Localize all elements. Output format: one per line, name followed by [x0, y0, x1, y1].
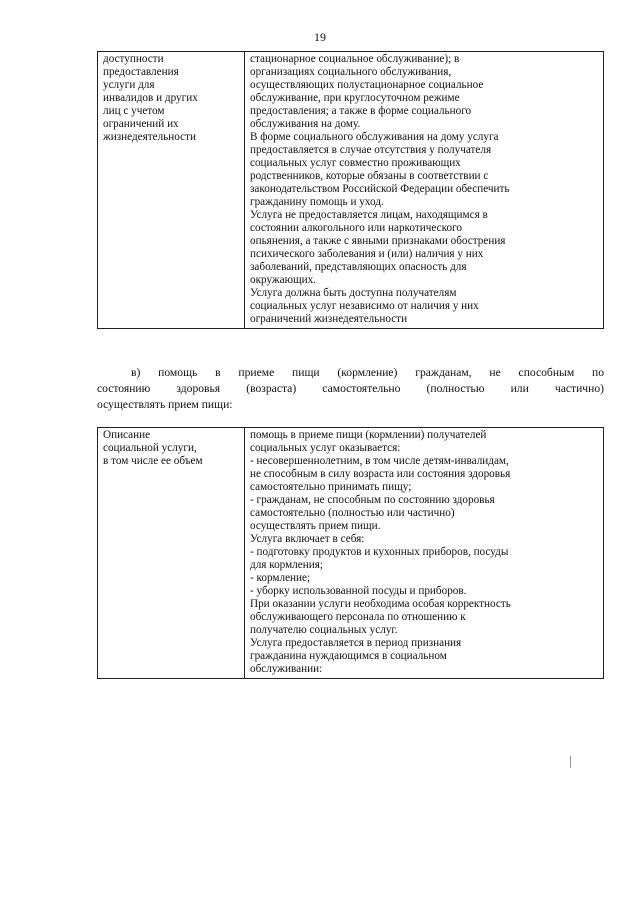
- text-line: помощь в приеме пищи (кормлении) получателей: [250, 429, 487, 441]
- text-line: осуществлять прием пищи.: [250, 520, 381, 532]
- text-line: Услуга предоставляется в период признания: [250, 637, 462, 649]
- text-line: обслуживании:: [250, 663, 323, 675]
- text-line: В форме социального обслуживания на дому услуга: [250, 131, 499, 143]
- text-line: социальных услуг оказывается:: [250, 442, 401, 454]
- text-line: самостоятельно принимать пищу;: [250, 481, 412, 493]
- scan-artifact: [570, 756, 571, 768]
- text-line: социальных услуг совместно проживающих: [250, 157, 461, 169]
- text-line: осуществляющих полустационарное социальное: [250, 79, 484, 91]
- text-line: лиц с учетом: [103, 105, 165, 117]
- description-text: [250, 53, 599, 326]
- text-line: в том числе ее объем: [103, 455, 203, 467]
- text-line: для кормления;: [250, 559, 323, 571]
- text-line: социальной услуги,: [103, 442, 197, 454]
- text-line: доступности: [103, 53, 164, 65]
- text-line: организациях социального обслуживания,: [250, 66, 452, 78]
- text-line: Услуга не предоставляется лицам, находящимся в: [250, 209, 488, 221]
- text-line: Описание: [103, 429, 151, 441]
- text-line: - кормление;: [250, 572, 311, 584]
- text-line: - подготовку продуктов и кухонных приборов, посуды: [250, 546, 509, 558]
- text-line: гражданина нуждающимся в социальном: [250, 650, 447, 662]
- table-row: [98, 52, 604, 329]
- text-line: жизнедеятельности: [103, 131, 196, 143]
- criterion-cell: [98, 428, 245, 679]
- service-description-table: [97, 427, 604, 679]
- text-line: предоставляется в случае отсутствия у получателя: [250, 144, 492, 156]
- text-line: предоставления; а также в форме социального: [250, 105, 472, 117]
- services-table-continued: [97, 51, 604, 329]
- text-line: окружающих.: [250, 274, 316, 286]
- description-cell: [245, 428, 604, 679]
- text-line: обслуживающего персонала по отношению к: [250, 611, 466, 623]
- table-row: [98, 428, 604, 679]
- text-line: - уборку использованной посуды и приборов.: [250, 585, 467, 597]
- paragraph-line: в) помощь в приеме пищи (кормление) гражданам, не способным по: [131, 366, 604, 379]
- text-line: - несовершеннолетним, в том числе детям-инвалидам,: [250, 455, 509, 467]
- page-number: 19: [314, 30, 326, 44]
- text-line: обслуживание, при круглосуточном режиме: [250, 92, 460, 104]
- text-line: стационарное социальное обслуживание); в: [250, 53, 460, 65]
- criterion-text: [103, 429, 240, 468]
- text-line: Услуга включает в себя:: [250, 533, 365, 545]
- paragraph-line: осуществлять прием пищи:: [97, 398, 233, 411]
- text-line: не способным в силу возраста или состояния здоровья: [250, 468, 511, 480]
- service-item-paragraph: [97, 365, 604, 413]
- text-line: ограничений их: [103, 118, 179, 130]
- text-line: гражданину помощь и уход.: [250, 196, 384, 208]
- text-line: психического заболевания и (или) наличия у них: [250, 248, 484, 260]
- text-line: - гражданам, не способным по состоянию здоровья: [250, 494, 495, 506]
- text-line: предоставления: [103, 66, 179, 78]
- text-line: получателю социальных услуг.: [250, 624, 398, 636]
- text-line: опьянения, а также с явными признаками обострения: [250, 235, 506, 247]
- criterion-text: [103, 53, 240, 144]
- text-line: обслуживания на дому.: [250, 118, 361, 130]
- paragraph-line: состоянию здоровья (возраста) самостоятельно (полностью или частично): [97, 382, 604, 395]
- text-line: ограничений жизнедеятельности: [250, 313, 408, 325]
- description-text: [250, 429, 599, 676]
- text-line: самостоятельно (полностью или частично): [250, 507, 455, 519]
- text-line: состоянии алкогольного или наркотического: [250, 222, 462, 234]
- description-cell: [245, 52, 604, 329]
- text-line: Услуга должна быть доступна получателям: [250, 287, 457, 299]
- text-line: услуги для: [103, 79, 155, 91]
- text-line: родственников, которые обязаны в соответствии с: [250, 170, 489, 182]
- text-line: законодательством Российской Федерации обеспечить: [250, 183, 510, 195]
- text-line: инвалидов и других: [103, 92, 198, 104]
- criterion-cell: [98, 52, 245, 329]
- text-line: При оказании услуги необходима особая корректность: [250, 598, 511, 610]
- text-line: социальных услуг независимо от наличия у них: [250, 300, 479, 312]
- text-line: заболеваний, представляющих опасность для: [250, 261, 467, 273]
